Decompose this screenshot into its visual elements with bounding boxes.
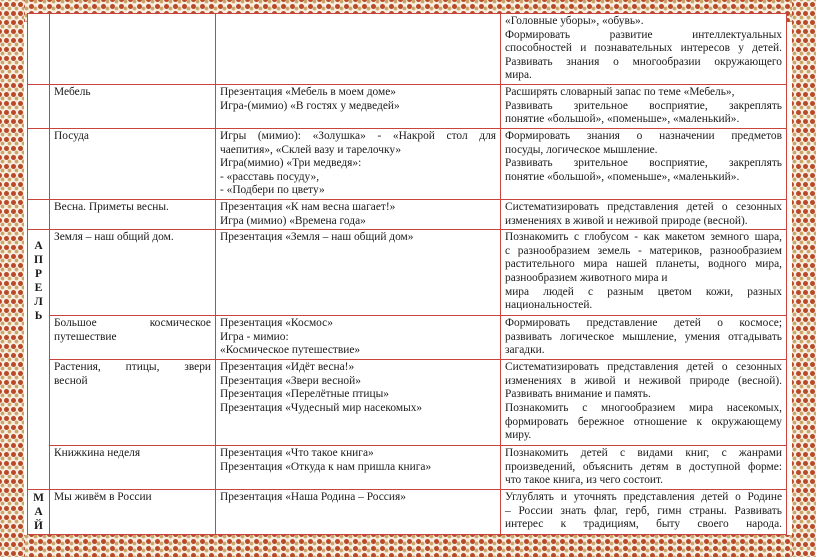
theme-text: Мы живём в России — [54, 491, 152, 504]
goal-line: Формировать знания о назначении предметов — [505, 129, 782, 142]
goals-cell — [501, 230, 787, 316]
activity-line: Презентация «Перелётные птицы» — [220, 388, 389, 401]
activities-cell — [216, 230, 501, 316]
table-row — [28, 128, 787, 199]
activity-line: «Космическое путешествие» — [220, 344, 361, 357]
goal-line: Развивать знания о многообразии окружающего — [505, 55, 782, 68]
activity-line: Презентация «Откуда к нам пришла книга» — [220, 460, 432, 473]
theme-cell — [50, 316, 216, 360]
activity-line: Игры (мимио): «Золушка» - «Накрой стол для — [220, 129, 496, 142]
goal-line: посуды, логическое мышление. — [505, 143, 658, 156]
goals-cell — [501, 14, 787, 85]
theme-cell — [50, 230, 216, 316]
planning-table — [27, 13, 787, 535]
goal-line: Познакомить с многообразием мира насекомых, — [505, 401, 782, 414]
goal-line: Развивать внимание и память. — [505, 388, 651, 401]
activity-line: Игра - мимио: — [220, 330, 289, 343]
goal-line: Познакомить детей с видами книг, с жанрами — [505, 447, 782, 460]
goal-line: Развивать зрительное восприятие, закреплять — [505, 157, 782, 170]
month-letter: А — [34, 240, 43, 253]
activity-line: - «Подбери по цвету» — [220, 184, 325, 197]
month-cell-empty — [28, 14, 50, 85]
goal-line: формировать бережное отношение к окружающему — [505, 415, 782, 428]
theme-cell — [50, 14, 216, 85]
goal-line: Развивать зрительное восприятие, закреплять — [505, 99, 782, 112]
goals-cell — [501, 84, 787, 128]
decorative-frame-left — [0, 0, 24, 557]
theme-cell — [50, 360, 216, 446]
decorative-frame-bottom — [0, 535, 816, 557]
goal-line: изменениях в живой и неживой природе (весной). — [505, 374, 782, 387]
activity-line: Презентация «Наша Родина – Россия» — [220, 491, 406, 504]
theme-text: Растения, птицы, звери — [54, 361, 211, 374]
goal-line: развивать логическое мышление, умения отгадывать — [505, 330, 782, 343]
goal-line: Углублять и уточнять представления детей о Родине — [505, 491, 782, 504]
table-row — [28, 84, 787, 128]
activity-line: Презентация «Чудесный мир насекомых» — [220, 401, 423, 414]
goal-line: Познакомить с глобусом - как макетом земного шара, — [505, 231, 782, 244]
month-letter: Ь — [34, 310, 43, 323]
goals-cell — [501, 360, 787, 446]
month-letter: Л — [34, 296, 43, 309]
activity-line: чаепития», «Склей вазу и тарелочку» — [220, 143, 402, 156]
activities-cell — [216, 14, 501, 85]
goal-line: мира. — [505, 69, 532, 82]
month-letter: П — [34, 254, 43, 267]
month-letter: Е — [34, 282, 43, 295]
goal-line: Систематизировать представления детей о сезонных — [505, 361, 782, 374]
goal-line: изменениях в живой и неживой природе (весной). — [505, 214, 748, 227]
theme-cell — [50, 446, 216, 490]
goal-line: Формировать развитие интеллектуальных — [505, 28, 782, 41]
goal-line: растительного мира нашей планеты, водного мира, — [505, 258, 782, 271]
theme-text: Весна. Приметы весны. — [54, 200, 169, 213]
goal-line: произведений, объяснить детям в доступной форме: — [505, 460, 782, 473]
theme-cell — [50, 199, 216, 229]
activities-cell — [216, 360, 501, 446]
goal-line: понятие «большой», «поменьше», «маленький». — [505, 113, 740, 126]
goal-line: «Головные уборы», «обувь». — [505, 15, 644, 27]
theme-cell — [50, 84, 216, 128]
theme-text: Большое космическое — [54, 317, 211, 330]
month-letter: Р — [34, 268, 43, 281]
goals-cell — [501, 199, 787, 229]
activity-line: Презентация «Земля – наш общий дом» — [220, 231, 414, 244]
table-row — [28, 446, 787, 490]
goal-line: Формировать представление детей о космосе; — [505, 317, 782, 330]
goal-line: Систематизировать представления детей о сезонных — [505, 200, 782, 213]
activity-line: Презентация «К нам весна шагает!» — [220, 200, 396, 213]
theme-cell — [50, 128, 216, 199]
goals-cell — [501, 316, 787, 360]
theme-text: весной — [54, 374, 88, 387]
theme-text: Книжкина неделя — [54, 447, 141, 460]
activities-cell — [216, 490, 501, 535]
theme-text: Земля – наш общий дом. — [54, 231, 174, 244]
theme-text: путешествие — [54, 330, 117, 343]
goals-cell — [501, 128, 787, 199]
activity-line: Презентация «Звери весной» — [220, 374, 361, 387]
month-may — [28, 490, 50, 535]
activities-cell — [216, 446, 501, 490]
activity-line: - «расставь посуду», — [220, 170, 320, 183]
activity-line: Игра(мимио) «Три медведя»: — [220, 157, 362, 170]
goal-line: с разнообразием земель - материков, разнообразием — [505, 244, 782, 257]
activity-line: Презентация «Космос» — [220, 317, 333, 330]
table-row — [28, 316, 787, 360]
activities-cell — [216, 128, 501, 199]
month-april — [28, 230, 50, 490]
goal-line: – России знать флаг, герб, гимн страны. Развивать — [505, 504, 782, 517]
goal-line: национальностей. — [505, 299, 593, 312]
goal-line: понятие «большой», «поменьше», «маленький». — [505, 170, 740, 183]
table-row — [28, 230, 787, 316]
goal-line: миру. — [505, 429, 532, 442]
goal-line: способностей и познавательных интересов у детей. — [505, 42, 782, 55]
goal-line: разнообразием животного мира и — [505, 271, 668, 284]
activity-line: Презентация «Что такое книга» — [220, 447, 374, 460]
goal-line: интерес к традициям, быту своего народа. — [505, 518, 782, 531]
activity-line: Игра (мимио) «Времена года» — [220, 214, 366, 227]
theme-text: Посуда — [54, 129, 89, 142]
table-row — [28, 199, 787, 229]
goals-cell — [501, 446, 787, 490]
table-row — [28, 490, 787, 535]
month-letter: А — [34, 506, 43, 519]
month-letter: Й — [34, 520, 43, 533]
activity-line: Презентация «Мебель в моем доме» — [220, 85, 396, 98]
goals-cell — [501, 490, 787, 535]
activity-line: Презентация «Идёт весна!» — [220, 361, 355, 374]
table-row — [28, 14, 787, 85]
goal-line: что такое книга, из чего состоит. — [505, 474, 663, 487]
theme-text: Мебель — [54, 85, 91, 98]
table-row — [28, 360, 787, 446]
activities-cell — [216, 84, 501, 128]
activity-line: Игра-(мимио) «В гостях у медведей» — [220, 99, 400, 112]
theme-cell — [50, 490, 216, 535]
decorative-frame-right — [792, 0, 816, 557]
goal-line: Расширять словарный запас по теме «Мебель», — [505, 85, 735, 98]
month-letter: М — [33, 492, 44, 505]
goal-line: мира людей с разным цветом кожи, разных — [505, 285, 782, 298]
activities-cell — [216, 316, 501, 360]
activities-cell — [216, 199, 501, 229]
goal-line: загадки. — [505, 344, 545, 357]
